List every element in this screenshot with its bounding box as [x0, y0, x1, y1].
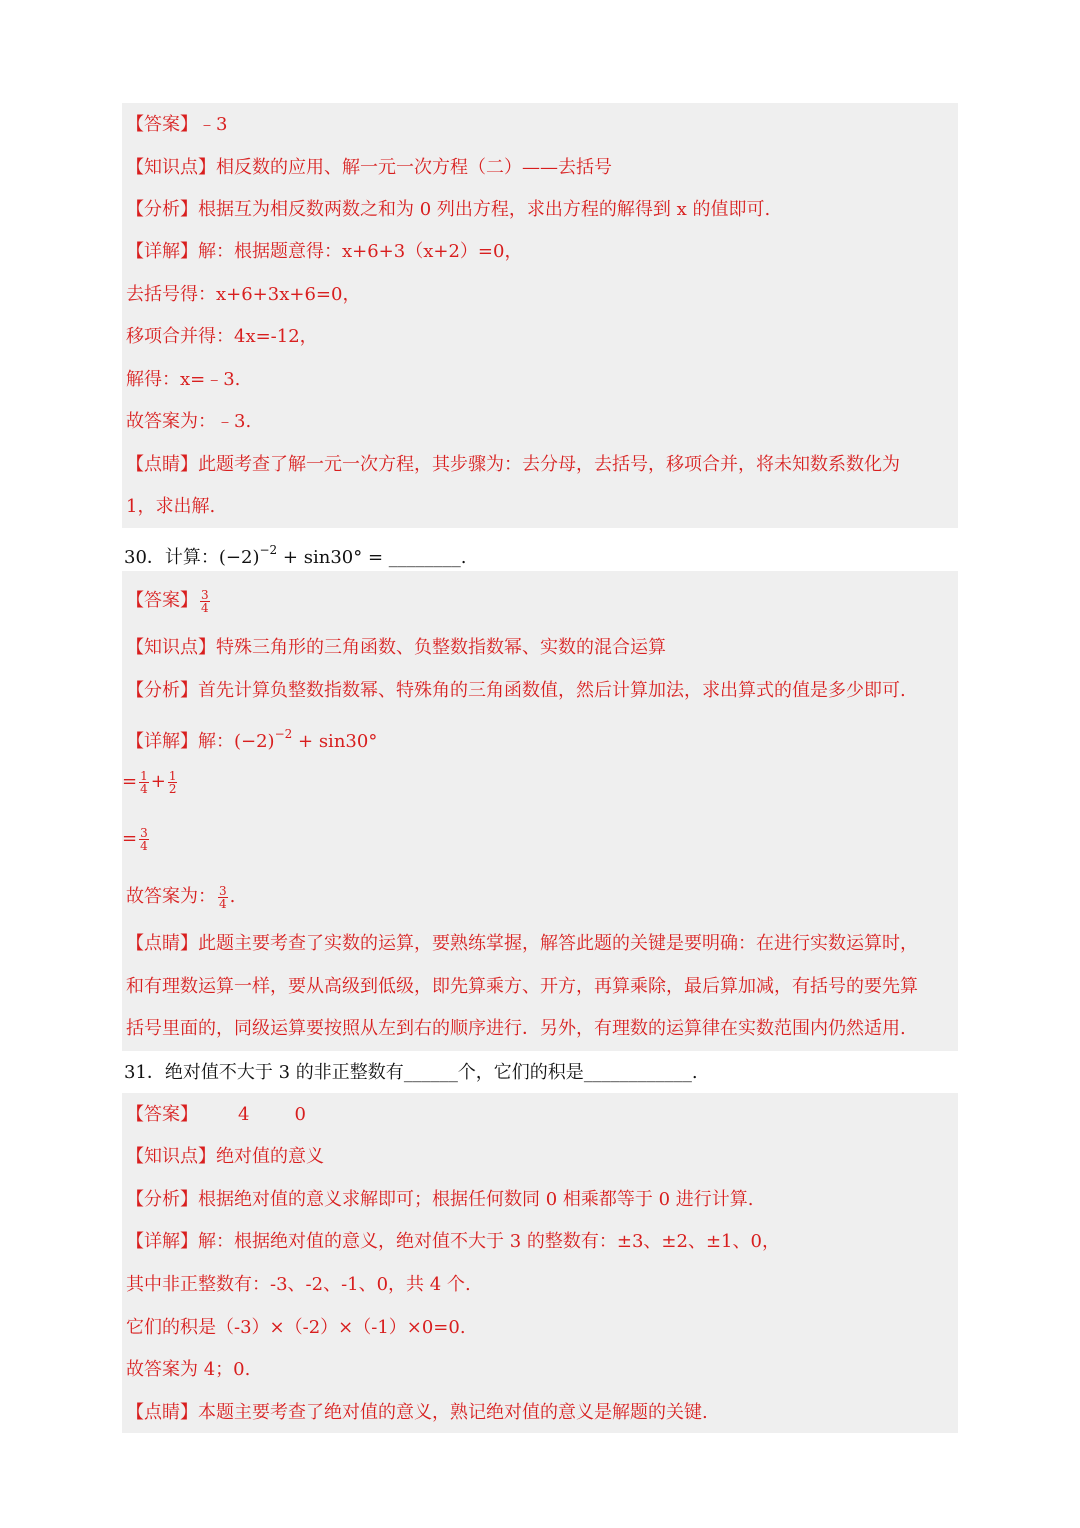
step-line	[122, 769, 179, 795]
answer-blank: ________	[388, 547, 461, 568]
fraction	[139, 770, 149, 795]
comment-text: 此题考查了解一元一次方程，其步骤为：去分母，去括号，移项合并，将未知数系数化为	[198, 454, 900, 475]
analysis-line	[126, 197, 770, 223]
fraction-denominator: 4	[140, 838, 148, 853]
answer-line	[126, 588, 212, 614]
comment-text: 此题主要考查了实数的运算，要熟练掌握，解答此题的关键是要明确：在进行实数运算时，	[198, 933, 918, 954]
fraction-numerator: 3	[201, 587, 209, 602]
step-line	[122, 826, 151, 852]
fraction-numerator: 3	[219, 883, 227, 898]
analysis-tag: 【分析】	[126, 680, 198, 701]
knowledge-text: 特殊三角形的三角函数、负整数指数幂、实数的混合运算	[216, 637, 666, 658]
comment-line-2: 1，求出解.	[126, 496, 216, 517]
solution-block-31	[122, 1093, 958, 1433]
knowledge-line	[126, 635, 666, 661]
final-prefix: 故答案为：	[126, 886, 216, 907]
detail-prefix: 解：	[198, 731, 234, 752]
analysis-text: 首先计算负整数指数幂、特殊角的三角函数值，然后计算加法，求出算式的值是多少即可.	[198, 680, 906, 701]
step-line: 故答案为 4；0.	[126, 1359, 251, 1380]
step-line: 去括号得：x+6+3x+6=0，	[126, 284, 361, 305]
analysis-text: 根据互为相反数两数之和为 0 列出方程，求出方程的解得到 x 的值即可.	[198, 199, 771, 220]
detail-text: 解：根据绝对值的意义，绝对值不大于 3 的整数有：±3、±2、±1、0，	[198, 1231, 780, 1252]
question-30	[124, 537, 466, 571]
comment-line-2: 和有理数运算一样，要从高级到低级，即先算乘方、开方，再算乘除，最后算加减，有括号的要先算	[126, 976, 918, 997]
knowledge-line	[126, 155, 612, 181]
fraction-numerator: 3	[140, 825, 148, 840]
detail-tag: 【详解】	[126, 731, 198, 752]
knowledge-tag: 【知识点】	[126, 1146, 216, 1167]
detail-line	[126, 239, 522, 265]
answer-line	[126, 1102, 306, 1128]
answer-blank-2: ____________	[583, 1062, 692, 1083]
solution-block-29	[122, 103, 958, 528]
knowledge-tag: 【知识点】	[126, 157, 216, 178]
question-suffix: .	[691, 1062, 698, 1083]
step-line: 移项合并得：4x=-12，	[126, 326, 318, 347]
comment-line	[126, 452, 900, 478]
math-exponent: −2	[259, 543, 278, 557]
answer-tag: 【答案】	[126, 114, 198, 135]
fraction-denominator: 4	[140, 781, 148, 796]
equals-sign: =	[122, 771, 138, 792]
step-line: 解得：x=﹣3.	[126, 369, 241, 390]
math-base: (−2)	[218, 547, 260, 568]
math-rest: + sin30°	[292, 731, 378, 752]
final-suffix: .	[229, 886, 236, 907]
question-part1: 31．绝对值不大于 3 的非正整数有	[124, 1062, 404, 1083]
fraction-numerator: 1	[168, 768, 177, 783]
step-line: 其中非正整数有：-3、-2、-1、0，共 4 个.	[126, 1274, 471, 1295]
answer-tag: 【答案】	[126, 590, 198, 611]
question-part2: 个，它们的积是	[457, 1062, 584, 1083]
knowledge-text: 相反数的应用、解一元一次方程（二）——去括号	[216, 157, 612, 178]
math-base: (−2)	[234, 731, 275, 752]
math-rest: + sin30° =	[277, 547, 389, 568]
fraction-numerator: 1	[140, 768, 148, 783]
fraction-denominator: 2	[168, 781, 177, 796]
detail-line	[126, 721, 377, 755]
comment-line	[126, 931, 918, 957]
answer-line	[126, 112, 227, 138]
answer-blank-1: ______	[403, 1062, 458, 1083]
detail-tag: 【详解】	[126, 1231, 198, 1252]
fraction-denominator: 4	[201, 600, 209, 615]
question-prefix: 30．计算：	[124, 547, 219, 568]
fraction	[168, 770, 178, 795]
answer-value: ﹣3	[198, 114, 228, 135]
detail-text: 解：根据题意得：x+6+3（x+2）=0，	[198, 241, 523, 262]
fraction	[218, 885, 228, 910]
detail-tag: 【详解】	[126, 241, 198, 262]
answer-value-2: 0	[294, 1104, 306, 1125]
analysis-tag: 【分析】	[126, 199, 198, 220]
plus-sign: +	[150, 771, 166, 792]
comment-text: 本题主要考查了绝对值的意义，熟记绝对值的意义是解题的关键.	[198, 1402, 708, 1423]
analysis-line	[126, 678, 906, 704]
final-answer-line	[126, 884, 235, 910]
equals-sign: =	[122, 828, 138, 849]
answer-tag: 【答案】	[126, 1104, 198, 1125]
analysis-line	[126, 1187, 754, 1213]
step-line: 故答案为：﹣3.	[126, 411, 252, 432]
comment-line-3: 括号里面的，同级运算要按照从左到右的顺序进行．另外，有理数的运算律在实数范围内仍然适用.	[126, 1018, 906, 1039]
answer-value-1: 4	[238, 1104, 250, 1125]
step-line: 它们的积是（-3）×（-2）×（-1）×0=0.	[126, 1317, 466, 1338]
detail-line	[126, 1229, 780, 1255]
knowledge-text: 绝对值的意义	[216, 1146, 324, 1167]
answer-fraction	[200, 589, 210, 614]
solution-block-30	[122, 571, 958, 1051]
comment-tag: 【点睛】	[126, 454, 198, 475]
comment-tag: 【点睛】	[126, 1402, 198, 1423]
comment-tag: 【点睛】	[126, 933, 198, 954]
fraction-denominator: 4	[219, 896, 227, 911]
knowledge-tag: 【知识点】	[126, 637, 216, 658]
comment-line	[126, 1400, 708, 1426]
question-suffix: .	[460, 547, 467, 568]
knowledge-line	[126, 1144, 324, 1170]
question-31	[124, 1060, 698, 1086]
math-exponent: −2	[274, 727, 293, 741]
analysis-tag: 【分析】	[126, 1189, 198, 1210]
analysis-text: 根据绝对值的意义求解即可；根据任何数同 0 相乘都等于 0 进行计算.	[198, 1189, 754, 1210]
fraction	[139, 827, 149, 852]
